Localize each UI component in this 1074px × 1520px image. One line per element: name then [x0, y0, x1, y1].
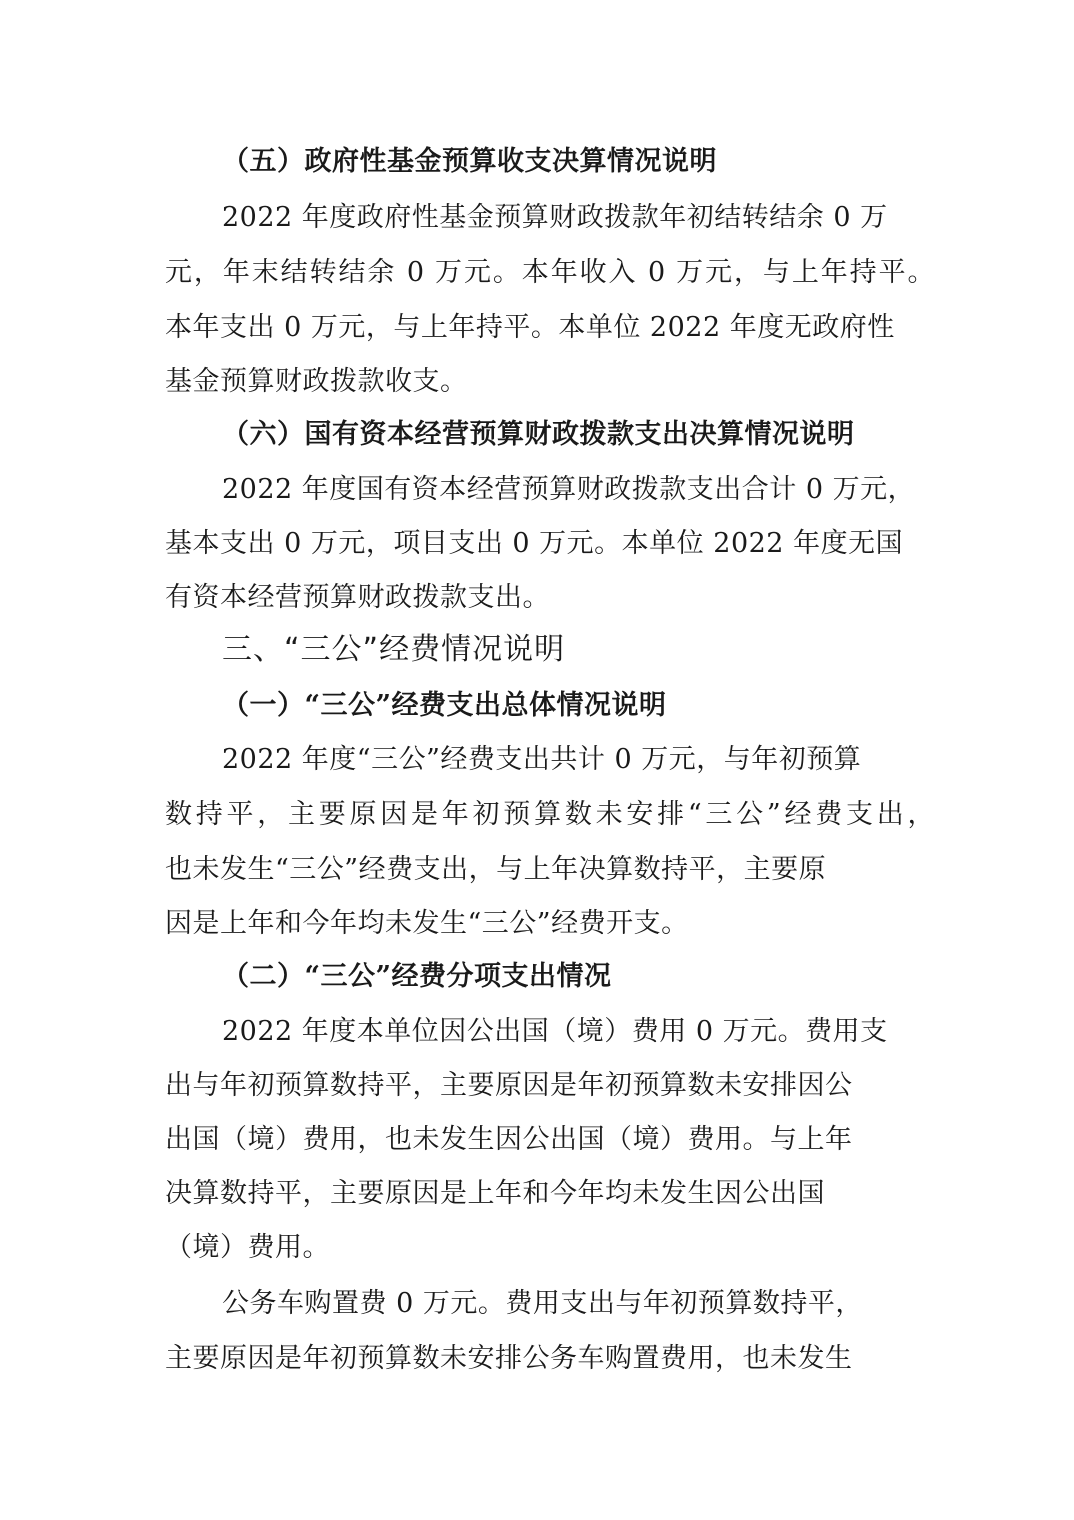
paragraph-line: 公务车购置费 0 万元。费用支出与年初预算数持平， — [222, 1288, 863, 1319]
paragraph-line: 2022 年度“三公”经费支出共计 0 万元，与年初预算 — [222, 744, 862, 775]
subheading-government-fund: （五）政府性基金预算收支决算情况说明 — [222, 146, 717, 177]
subheading-state-capital: （六）国有资本经营预算财政拨款支出决算情况说明 — [222, 419, 855, 450]
paragraph-line: 决算数持平，主要原因是上年和今年均未发生因公出国 — [165, 1178, 825, 1209]
section-heading-three-public: 三、“三公”经费情况说明 — [222, 632, 566, 667]
paragraph-line: 也未发生“三公”经费支出，与上年决算数持平，主要原 — [165, 854, 827, 885]
paragraph-line: 出国（境）费用，也未发生因公出国（境）费用。与上年 — [165, 1124, 853, 1155]
paragraph-line: 元，年末结转结余 0 万元。本年收入 0 万元，与上年持平。 — [165, 257, 935, 288]
paragraph-line: 2022 年度国有资本经营预算财政拨款支出合计 0 万元， — [222, 474, 916, 505]
paragraph-line: 基本支出 0 万元，项目支出 0 万元。本单位 2022 年度无国 — [165, 528, 904, 559]
paragraph-line: 主要原因是年初预算数未安排公务车购置费用，也未发生 — [165, 1343, 853, 1374]
paragraph-line: 出与年初预算数持平，主要原因是年初预算数未安排因公 — [165, 1070, 853, 1101]
paragraph-line: 数持平，主要原因是年初预算数未安排“三公”经费支出， — [165, 799, 935, 830]
paragraph-line: 本年支出 0 万元，与上年持平。本单位 2022 年度无政府性 — [165, 312, 895, 343]
paragraph-line: 2022 年度政府性基金预算财政拨款年初结转结余 0 万 — [222, 202, 888, 233]
paragraph-line: 基金预算财政拨款收支。 — [165, 366, 468, 397]
subheading-itemized: （二）“三公”经费分项支出情况 — [222, 961, 612, 992]
subheading-overall: （一）“三公”经费支出总体情况说明 — [222, 690, 667, 721]
paragraph-line: 2022 年度本单位因公出国（境）费用 0 万元。费用支 — [222, 1016, 888, 1047]
paragraph-line: 有资本经营预算财政拨款支出。 — [165, 582, 550, 613]
paragraph-line: 因是上年和今年均未发生“三公”经费开支。 — [165, 908, 689, 939]
paragraph-line: （境）费用。 — [165, 1232, 330, 1263]
